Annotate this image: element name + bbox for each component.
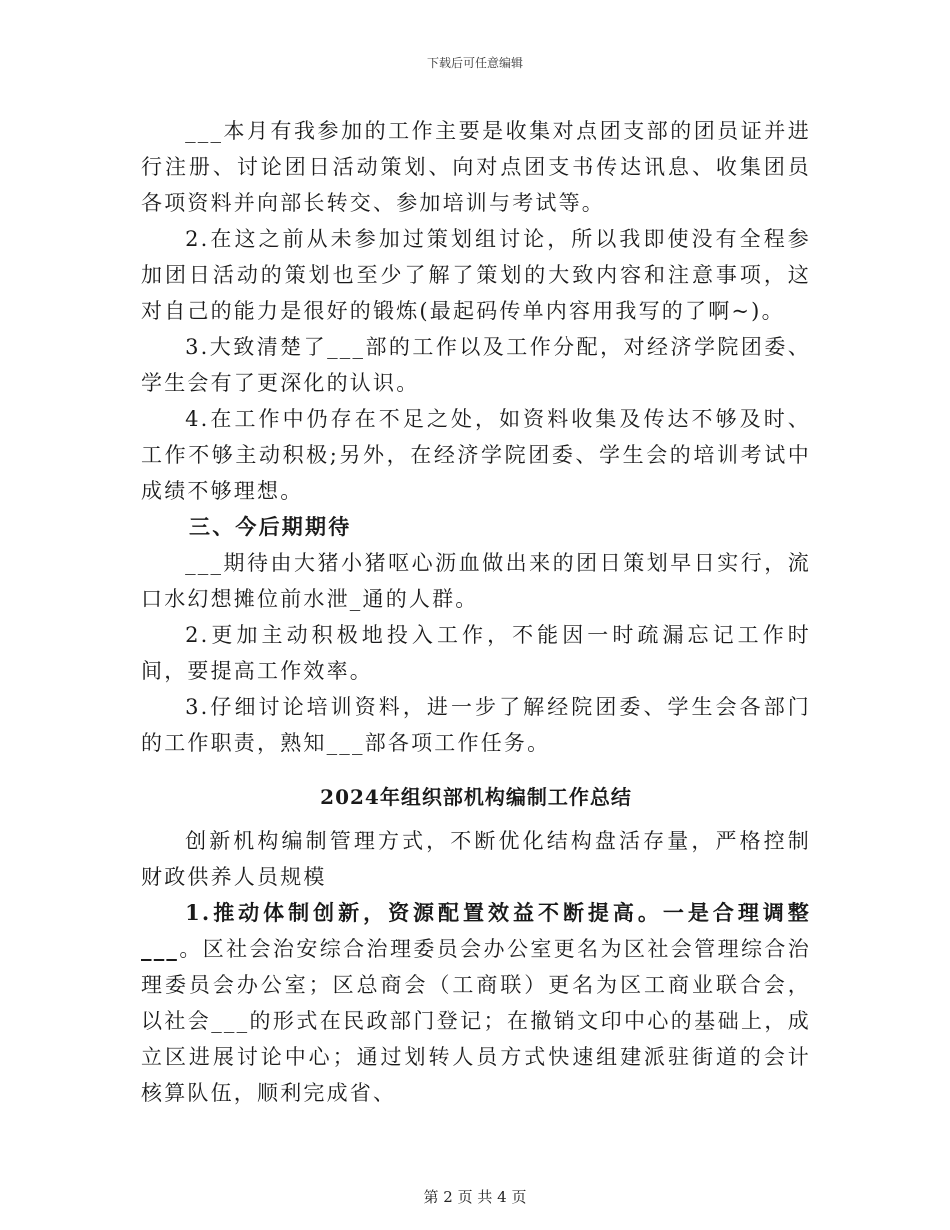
page-header: 下载后可任意编辑 xyxy=(426,56,523,70)
paragraph: 创新机构编制管理方式，不断优化结构盘活存量，严格控制财政供养人员规模 xyxy=(141,829,811,889)
paragraph: 4.在工作中仍存在不足之处，如资料收集及传达不够及时、工作不够主动积极;另外，在经济学院团委、学生会的培训考试中成绩不够理想。 xyxy=(141,407,811,503)
paragraph: 2.在这之前从未参加过策划组讨论，所以我即使没有全程参加团日活动的策划也至少了解了策划的大致内容和注意事项，这对自己的能力是很好的锻炼(最起码传单内容用我写的了啊~)。 xyxy=(141,227,811,323)
document-body xyxy=(141,113,811,1111)
page-footer: 第 2 页 共 4 页 xyxy=(423,1188,527,1206)
section-heading: 三、今后期期待 xyxy=(189,514,352,539)
paragraph: 3.仔细讨论培训资料，进一步了解经院团委、学生会各部门的工作职责，熟知___部各项工作任务。 xyxy=(141,695,811,755)
paragraph: ___期待由大猪小猪呕心沥血做出来的团日策划早日实行，流口水幻想摊位前水泄_通的人群。 xyxy=(141,551,811,611)
paragraph xyxy=(141,895,811,1111)
paragraph-text: 。区社会治安综合治理委员会办公室更名为区社会管理综合治理委员会办公室；区总商会（工商联）更名为区工商业联合会，以社会___的形式在民政部门登记；在撤销文印中心的基础上，成立区进展讨论中心；通过划转人员方式快速组建派驻街道的会计核算队伍，顺利完成省、 xyxy=(141,937,811,1105)
paragraph: 2.更加主动积极地投入工作，不能因一时疏漏忘记工作时间，要提高工作效率。 xyxy=(141,623,811,683)
paragraph: 3.大致清楚了___部的工作以及工作分配，对经济学院团委、学生会有了更深化的认识。 xyxy=(141,335,811,395)
bold-lead: 1.推动体制创新，资源配置效益不断提高。一是合理调整___ xyxy=(141,900,811,961)
paragraph: ___本月有我参加的工作主要是收集对点团支部的团员证并进行注册、讨论团日活动策划、向对点团支书传达讯息、收集团员各项资料并向部长转交、参加培训与考试等。 xyxy=(141,119,811,215)
document-title: 2024年组织部机构编制工作总结 xyxy=(320,785,632,809)
